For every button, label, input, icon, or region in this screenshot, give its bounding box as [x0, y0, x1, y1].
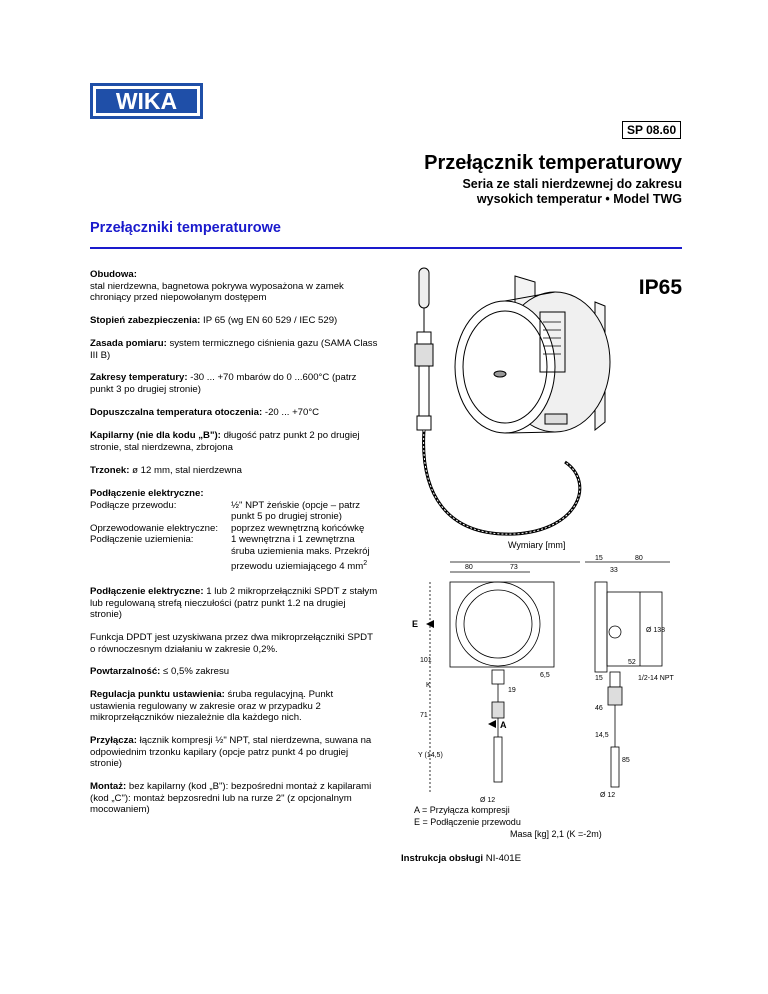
- spec-label: Zakresy temperatury:: [90, 372, 188, 383]
- spec-stem: [90, 465, 380, 477]
- wiring-value: poprzez wewnętrzną końcówkę: [231, 522, 365, 534]
- dim-80a: 80: [465, 564, 473, 571]
- dim-12a: Ø 12: [480, 797, 496, 804]
- manual-reference: [401, 853, 521, 864]
- dim-15: 15: [595, 555, 603, 562]
- spec-text: bez kapilarny (kod „B"): bezpośredni montaż z kapilarami (kod „C"): montaż bepzosredni lub na rurze 2" (z opcjonalnym mocowaniem): [90, 781, 372, 816]
- spec-label: Podłączenie elektryczne:: [90, 586, 204, 597]
- spec-text: ø 12 mm, stal nierdzewna: [132, 465, 242, 476]
- dim-33: 33: [610, 567, 618, 574]
- page-subtitle: [462, 177, 682, 207]
- spec-text: 1 lub 2 mikroprzełączniki SPDT z stałym lub regulowaną strefą nieczułości (patrz punkt 1.2 na drugiej stronie): [90, 586, 378, 621]
- spec-electrical-2: [90, 586, 380, 621]
- subtitle-line-1: Seria ze stali nierdzewnej do zakresu: [462, 177, 682, 191]
- wika-logo: [90, 83, 203, 119]
- subtitle-line-2: wysokich temperatur • Model TWG: [476, 192, 682, 206]
- spec-electrical: [90, 488, 380, 572]
- label-e: E: [412, 619, 419, 629]
- spec-text: -30 ... +70 mbarów do 0 ...600°C (patrz punkt 3 po drugiej stronie): [90, 372, 357, 395]
- spec-principle: [90, 338, 380, 361]
- dim-npt: 1/2-14 NPT: [638, 675, 674, 682]
- spec-label: Dopuszczalna temperatura otoczenia:: [90, 407, 263, 418]
- dim-15b: 15: [595, 675, 603, 682]
- spec-ranges: [90, 372, 380, 395]
- dimensions-label: Wymiary [mm]: [508, 540, 566, 550]
- dim-138: Ø 138: [646, 627, 666, 634]
- product-illustration: [405, 262, 615, 542]
- dimension-drawing: [410, 552, 682, 812]
- spec-label: Zasada pomiaru:: [90, 338, 167, 349]
- ground-sup: 2: [363, 559, 368, 567]
- section-divider: [90, 247, 682, 249]
- spec-label: Przyłącza:: [90, 735, 137, 746]
- spec-ambient: [90, 407, 380, 419]
- spec-text: system termicznego ciśnienia gazu (SAMA Class III B): [90, 338, 378, 361]
- dim-52: 52: [628, 659, 636, 666]
- wiring-label: Oprzewodowanie elektryczne:: [90, 522, 218, 534]
- spec-label: Stopień zabezpieczenia:: [90, 315, 201, 326]
- dim-46: 46: [595, 705, 603, 712]
- manual-label: Instrukcja obsługi: [401, 853, 484, 864]
- spec-capillary: [90, 430, 380, 453]
- dim-145: Y (14,5): [418, 752, 443, 759]
- spec-text: stal nierdzewna, bagnetowa pokrywa wyposażona w zamek chroniący przed niepowołanym dostępem: [90, 280, 344, 304]
- dim-85: 85: [622, 757, 630, 764]
- spec-text: Funkcja DPDT jest uzyskiwana przez dwa mikroprzełączniki SPDT o równoczesnym działaniu w zakresie 0,2%.: [90, 632, 373, 655]
- section-title: Przełączniki temperaturowe: [90, 220, 281, 236]
- dim-101: 101: [420, 657, 432, 664]
- spec-label: Trzonek:: [90, 465, 130, 476]
- dim-73: 73: [510, 564, 518, 571]
- dim-k: K: [426, 682, 431, 689]
- spec-text: -20 ... +70°C: [264, 407, 320, 418]
- spec-label: Podłączenie elektryczne:: [90, 488, 204, 499]
- legend-e: E = Podłączenie przewodu: [414, 817, 521, 827]
- spec-text: łącznik kompresji ½" NPT, stal nierdzewna, suwana na odpowiednim trzonku kapilary (opcje patrz punkt 4 po drugiej stronie): [90, 735, 372, 770]
- ground-label: Podłączenie uziemienia:: [90, 534, 194, 546]
- spec-protection: [90, 315, 380, 327]
- label-a: A: [500, 720, 507, 730]
- spec-setpoint: [90, 689, 380, 724]
- spec-housing: [90, 269, 380, 304]
- logo-text: WIKA: [115, 88, 178, 114]
- spec-label: Kapilarny (nie dla kodu „B"):: [90, 430, 221, 441]
- page-title: Przełącznik temperaturowy: [424, 152, 682, 174]
- wire-conn-value: ½" NPT żeńskie (opcje – patrz punkt 5 po drugiej stronie): [231, 499, 361, 523]
- spec-text: śruba regulacyjną. Punkt ustawienia regulowany w zakresie oraz w przypadku 2 mikroprzełączników niezależnie dla każdego nich.: [90, 689, 334, 724]
- ip-rating: IP65: [638, 276, 682, 299]
- spec-label: Obudowa:: [90, 269, 137, 280]
- spec-label: Regulacja punktu ustawienia:: [90, 689, 225, 700]
- dim-19: 19: [508, 687, 516, 694]
- spec-repeatability: [90, 666, 380, 678]
- spec-fittings: [90, 735, 380, 770]
- dim-80b: 80: [635, 555, 643, 562]
- wire-conn-label: Podłącze przewodu:: [90, 499, 177, 511]
- document-code: SP 08.60: [622, 121, 681, 139]
- spec-text: ≤ 0,5% zakresu: [163, 666, 230, 677]
- dim-12b: Ø 12: [600, 792, 616, 799]
- legend-a: A = Przyłącza kompresji: [414, 805, 510, 815]
- ground-value: 1 wewnętrzna i 1 zewnętrzna śruba uziemienia maks. Przekrój przewodu uziemiającego 4 mm: [231, 534, 370, 572]
- spec-mounting: [90, 781, 380, 816]
- spec-dpdt: [90, 632, 380, 655]
- mass-note: Masa [kg] 2,1 (K =-2m): [510, 829, 602, 839]
- dim-145b: 14,5: [595, 732, 609, 739]
- spec-text: długość patrz punkt 2 po drugiej stronie, stal nierdzewna, zbrojona: [90, 430, 360, 453]
- dim-65: 6,5: [540, 672, 550, 679]
- spec-text: IP 65 (wg EN 60 529 / IEC 529): [203, 315, 338, 326]
- spec-label: Powtarzalność:: [90, 666, 161, 677]
- spec-label: Montaż:: [90, 781, 127, 792]
- manual-code: NI-401E: [485, 853, 521, 864]
- dim-71: 71: [420, 712, 428, 719]
